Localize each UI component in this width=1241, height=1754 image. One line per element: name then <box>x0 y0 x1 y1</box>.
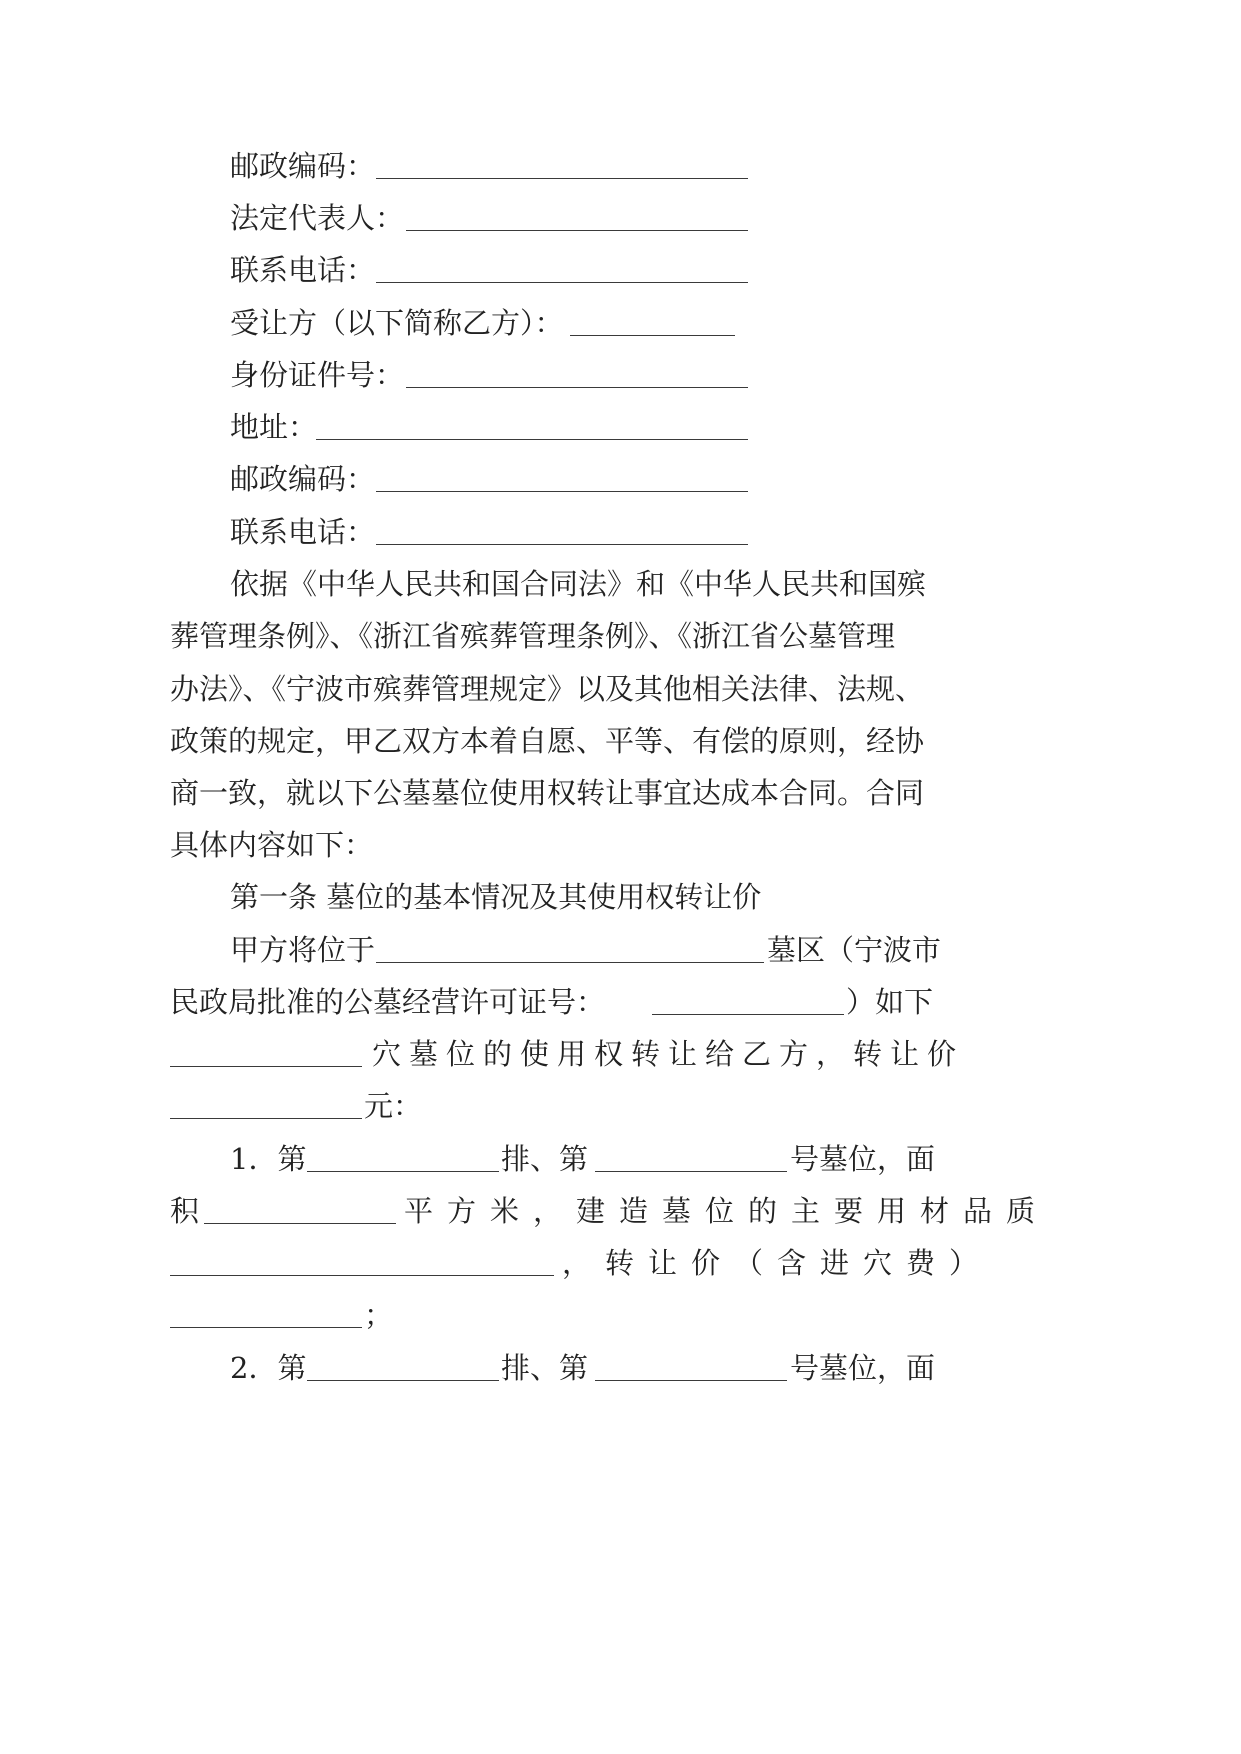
item1-number-blank[interactable] <box>595 1171 787 1172</box>
article1-text: 墓区（宁波市 <box>767 933 942 967</box>
preamble-text: 办法》、《宁波市殡葬管理规定》以及其他相关法律、法规、 <box>170 672 925 706</box>
item1-row-blank[interactable] <box>307 1171 499 1172</box>
party-b-id-label: 身份证件号： <box>230 358 405 392</box>
item1-area-blank[interactable] <box>204 1223 396 1224</box>
preamble-text: 依据《中华人民共和国合同法》和《中华人民共和国殡 <box>230 567 927 601</box>
party-b-phone-row <box>0 503 1241 561</box>
item2-text: 排、第 <box>501 1351 589 1385</box>
party-b-postal-code-blank[interactable] <box>376 491 748 492</box>
item1-line <box>0 1286 1241 1344</box>
preamble-line <box>0 712 1241 770</box>
party-a-legal-rep-row <box>0 189 1241 247</box>
transfer-price-blank[interactable] <box>170 1118 362 1119</box>
article1-line <box>0 973 1241 1031</box>
item1-text: 平方米，建造墓位的主要用材品质 <box>404 1194 1050 1228</box>
preamble-text: 政策的规定，甲乙双方本着自愿、平等、有偿的原则，经协 <box>170 724 925 758</box>
party-b-phone-label: 联系电话： <box>230 515 376 549</box>
item1-text: 号墓位，面 <box>790 1142 936 1176</box>
party-b-heading: 受让方（以下简称乙方）： <box>230 306 564 340</box>
cemetery-location-blank[interactable] <box>376 962 764 963</box>
article1-text: 元： <box>364 1089 423 1123</box>
article1-text: 甲方将位于 <box>230 933 376 967</box>
party-a-legal-rep-label: 法定代表人： <box>230 201 405 235</box>
preamble-line <box>0 607 1241 665</box>
party-a-phone-blank[interactable] <box>376 282 748 283</box>
item2-line <box>0 1339 1241 1397</box>
item1-line <box>0 1130 1241 1188</box>
item1-text: 排、第 <box>501 1142 589 1176</box>
item1-line <box>0 1234 1241 1292</box>
party-b-address-label: 地址： <box>230 410 318 444</box>
license-number-blank[interactable] <box>652 1014 844 1015</box>
party-a-phone-label: 联系电话： <box>230 253 376 287</box>
item1-text: ； <box>364 1298 394 1332</box>
item1-text: 积 <box>170 1194 200 1228</box>
article1-text: 民政局批准的公墓经营许可证号： <box>170 985 606 1019</box>
item1-text: 1．第 <box>230 1142 307 1176</box>
item1-price-blank[interactable] <box>170 1327 362 1328</box>
item2-text: 号墓位，面 <box>790 1351 936 1385</box>
item1-text: ，转让价（含进穴费） <box>562 1246 993 1280</box>
article1-line <box>0 1077 1241 1135</box>
item2-text: 2．第 <box>230 1351 307 1385</box>
preamble-text: 具体内容如下： <box>170 828 374 862</box>
preamble-line <box>0 816 1241 874</box>
preamble-line <box>0 555 1241 613</box>
article1-line <box>0 921 1241 979</box>
party-b-id-blank[interactable] <box>406 387 748 388</box>
party-a-postal-code-row <box>0 137 1241 195</box>
party-b-address-blank[interactable] <box>316 439 748 440</box>
preamble-line <box>0 764 1241 822</box>
article1-text: ）如下 <box>846 985 934 1019</box>
party-b-postal-code-row <box>0 450 1241 508</box>
article1-line <box>0 1025 1241 1083</box>
item1-line <box>0 1182 1241 1240</box>
party-b-address-row <box>0 398 1241 456</box>
item2-number-blank[interactable] <box>595 1380 787 1381</box>
preamble-text: 葬管理条例》、《浙江省殡葬管理条例》、《浙江省公墓管理 <box>170 619 896 653</box>
party-a-phone-row <box>0 241 1241 299</box>
party-b-phone-blank[interactable] <box>376 544 748 545</box>
article1-title: 第一条 墓位的基本情况及其使用权转让价 <box>230 880 762 914</box>
item2-row-blank[interactable] <box>307 1380 499 1381</box>
article1-text: 穴墓位的使用权转让给乙方，转让价 <box>372 1037 965 1071</box>
party-a-postal-code-blank[interactable] <box>376 178 748 179</box>
grave-count-blank[interactable] <box>170 1066 362 1067</box>
party-b-id-row <box>0 346 1241 404</box>
article1-title-row <box>0 868 1241 926</box>
party-a-legal-rep-blank[interactable] <box>406 230 748 231</box>
item1-material-blank[interactable] <box>170 1275 554 1276</box>
preamble-text: 商一致，就以下公墓墓位使用权转让事宜达成本合同。合同 <box>170 776 925 810</box>
party-b-name-blank[interactable] <box>570 335 735 336</box>
party-a-postal-code-label: 邮政编码： <box>230 149 376 183</box>
party-b-postal-code-label: 邮政编码： <box>230 462 376 496</box>
party-b-heading-row <box>0 294 1241 352</box>
preamble-line <box>0 660 1241 718</box>
